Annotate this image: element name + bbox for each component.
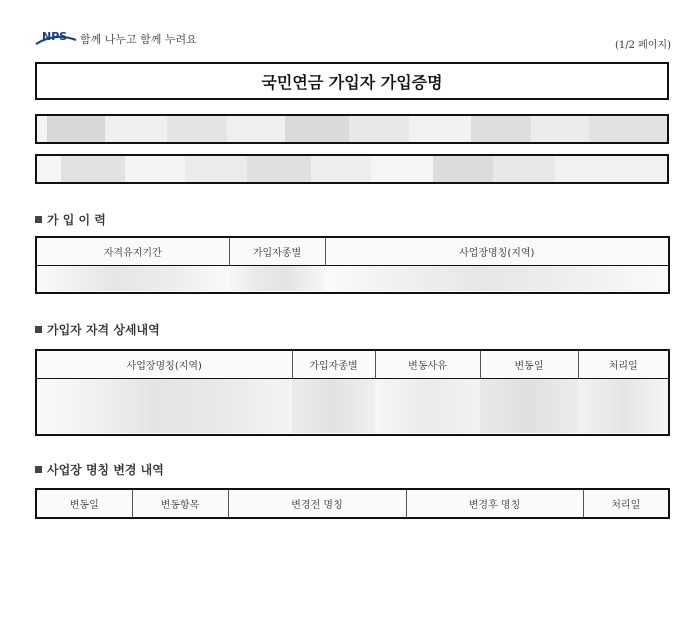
- section-title-history: 가 입 이 력: [35, 211, 106, 228]
- document-title: [35, 62, 669, 100]
- table-header-row: [36, 489, 669, 518]
- column-header: 자격유지기간: [36, 237, 229, 266]
- column-header: 사업장명칭(지역): [36, 350, 292, 379]
- redacted-cell: [375, 379, 480, 435]
- nps-logo-icon: [35, 26, 77, 48]
- column-header: 가입자종별: [229, 237, 325, 266]
- redacted-info-box-1: [35, 114, 669, 144]
- column-header: 변경후 명칭: [406, 489, 583, 518]
- column-header: 변동일: [36, 489, 132, 518]
- slogan: 함께 나누고 함께 누려요: [80, 33, 197, 46]
- column-header: 사업장명칭(지역): [325, 237, 669, 266]
- document-header: [35, 26, 671, 50]
- square-bullet-icon: [35, 216, 42, 223]
- table-header-row: [36, 350, 669, 379]
- column-header: 가입자종별: [292, 350, 375, 379]
- column-header: 처리일: [578, 350, 669, 379]
- column-header: 변동사유: [375, 350, 480, 379]
- column-header: 변경전 명칭: [228, 489, 406, 518]
- name-changes-table: [35, 488, 670, 519]
- redacted-cell: [325, 266, 669, 293]
- redacted-info-box-2: [35, 154, 669, 184]
- table-row: [36, 379, 669, 435]
- redacted-cell: [229, 266, 325, 293]
- history-table: [35, 236, 670, 294]
- details-table: [35, 349, 670, 436]
- redacted-cell: [36, 266, 229, 293]
- redacted-cell: [578, 379, 669, 435]
- document-title-text: 국민연금 가입자 가입증명: [261, 72, 443, 92]
- column-header: 변동일: [480, 350, 578, 379]
- page-indicator: (1/2 페이지): [614, 40, 671, 51]
- redacted-cell: [36, 379, 292, 435]
- column-header: 처리일: [583, 489, 669, 518]
- square-bullet-icon: [35, 326, 42, 333]
- section-title-name-changes: 사업장 명칭 변경 내역: [35, 461, 164, 478]
- redacted-cell: [292, 379, 375, 435]
- table-header-row: [36, 237, 669, 266]
- table-row: [36, 266, 669, 293]
- redacted-cell: [480, 379, 578, 435]
- column-header: 변동항목: [132, 489, 228, 518]
- section-title-details: 가입자 자격 상세내역: [35, 321, 160, 338]
- square-bullet-icon: [35, 466, 42, 473]
- svg-text:NPS: NPS: [42, 30, 68, 43]
